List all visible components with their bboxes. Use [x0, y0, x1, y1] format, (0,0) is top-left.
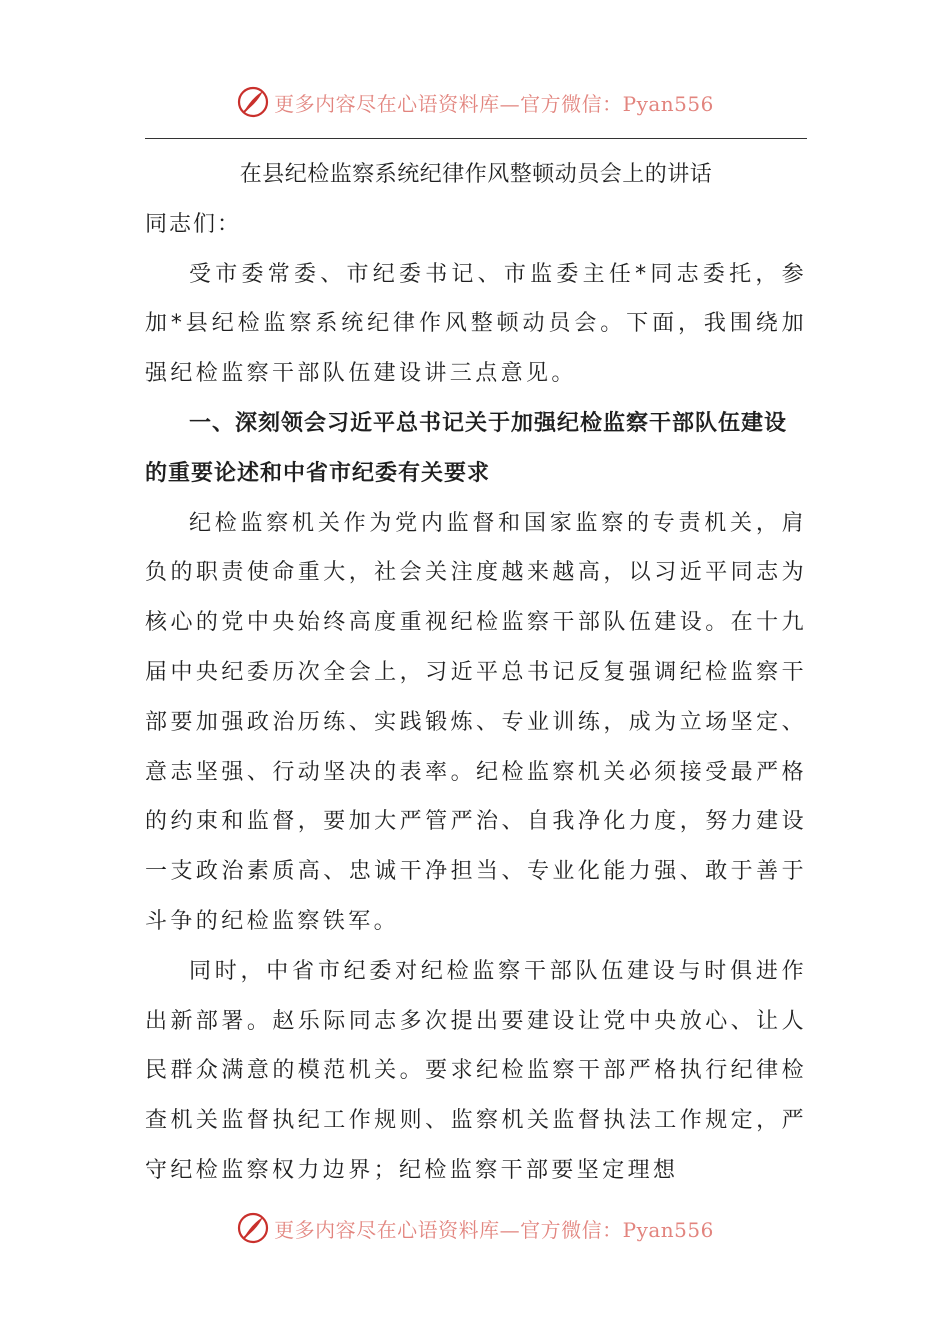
greeting: 同志们：	[145, 211, 242, 237]
document-body	[145, 150, 807, 1196]
watermark-text: 更多内容尽在心语资料库—官方微信：Pyan556	[274, 1217, 714, 1242]
body-paragraph: 纪检监察机关作为党内监督和国家监察的专责机关，肩负的职责使命重大，社会关注度越来越高，以习近平同志为核心的党中央始终高度重视纪检监察干部队伍建设。在十九届中央纪委历次全会上，习近平总书记反复强调纪检监察干部要加强政治历练、实践锻炼、专业训练，成为立场坚定、意志坚强、行动坚决的表率。纪检监察机关必须接受最严格的约束和监督，要加大严管严治、自我净化力度，努力建设一支政治素质高、忠诚干净担当、专业化能力强、敢于善于斗争的纪检监察铁军。	[145, 510, 807, 934]
intro-paragraph: 受市委常委、市纪委书记、市监委主任*同志委托，参加*县纪检监察系统纪律作风整顿动员会。下面，我围绕加强纪检监察干部队伍建设讲三点意见。	[145, 261, 807, 387]
quill-pen-circle-icon	[236, 85, 270, 119]
watermark-text: 更多内容尽在心语资料库—官方微信：Pyan556	[274, 91, 714, 116]
document-title: 在县纪检监察系统纪律作风整顿动员会上的讲话	[239, 162, 713, 187]
header-watermark	[0, 82, 950, 122]
body-paragraph: 同时，中省市纪委对纪检监察干部队伍建设与时俱进作出新部署。赵乐际同志多次提出要建设让党中央放心、让人民群众满意的模范机关。要求纪检监察干部严格执行纪律检查机关监督执纪工作规则、监察机关监督执法工作规定，严守纪检监察权力边界；纪检监察干部要坚定理想	[145, 958, 807, 1183]
quill-pen-circle-icon	[236, 1211, 270, 1245]
footer-watermark	[0, 1208, 950, 1248]
header-divider	[145, 138, 807, 139]
section-heading: 一、深刻领会习近平总书记关于加强纪检监察干部队伍建设的重要论述和中省市纪委有关要求	[145, 410, 788, 486]
